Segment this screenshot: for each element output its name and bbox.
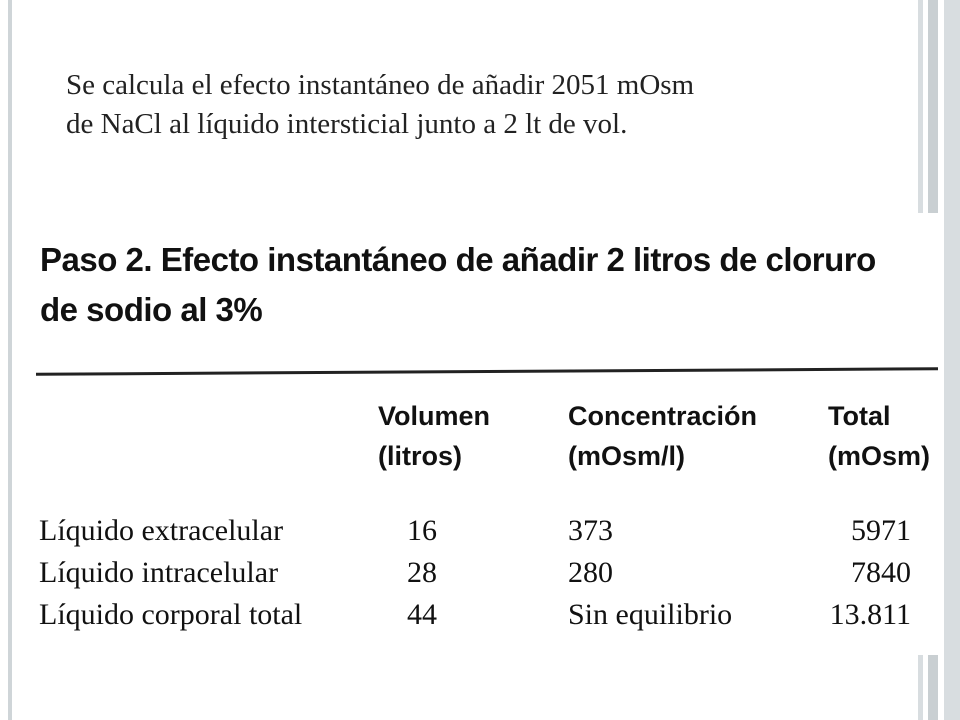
column-header-total: Total (mOsm) <box>828 401 931 471</box>
figure-title-line-1: Paso 2. Efecto instantáneo de añadir 2 litros de cloruro <box>40 241 876 278</box>
row-volume: 28 <box>407 556 437 589</box>
row-volume: 16 <box>407 514 437 547</box>
intro-text <box>66 66 906 144</box>
row-label: Líquido extracelular <box>39 514 284 547</box>
figure-title-line-2: de sodio al 3% <box>40 291 263 328</box>
slide-frame-right-edge <box>944 0 960 720</box>
column-header-concentration: Concentración (mOsm/l) <box>568 401 758 471</box>
table-row <box>33 511 938 551</box>
figure-title <box>40 235 935 335</box>
row-total: 7840 <box>851 556 911 589</box>
row-label: Líquido intracelular <box>39 556 279 589</box>
table-figure <box>33 213 938 655</box>
title-rule <box>36 367 938 376</box>
row-concentration: 373 <box>568 514 613 547</box>
row-concentration: Sin equilibrio <box>568 598 733 631</box>
table-row <box>33 553 938 593</box>
intro-line-2: de NaCl al líquido intersticial junto a 2 lt de vol. <box>66 108 628 140</box>
row-concentration: 280 <box>568 556 613 589</box>
column-header-volume: Volumen (litros) <box>378 401 491 471</box>
slide-frame-left <box>8 0 12 720</box>
table-row <box>33 595 938 635</box>
row-volume: 44 <box>407 598 437 631</box>
intro-line-1: Se calcula el efecto instantáneo de añadir 2051 mOsm <box>66 69 695 101</box>
row-total: 5971 <box>851 514 911 547</box>
row-label: Líquido corporal total <box>39 598 303 631</box>
row-total: 13.811 <box>829 598 911 631</box>
